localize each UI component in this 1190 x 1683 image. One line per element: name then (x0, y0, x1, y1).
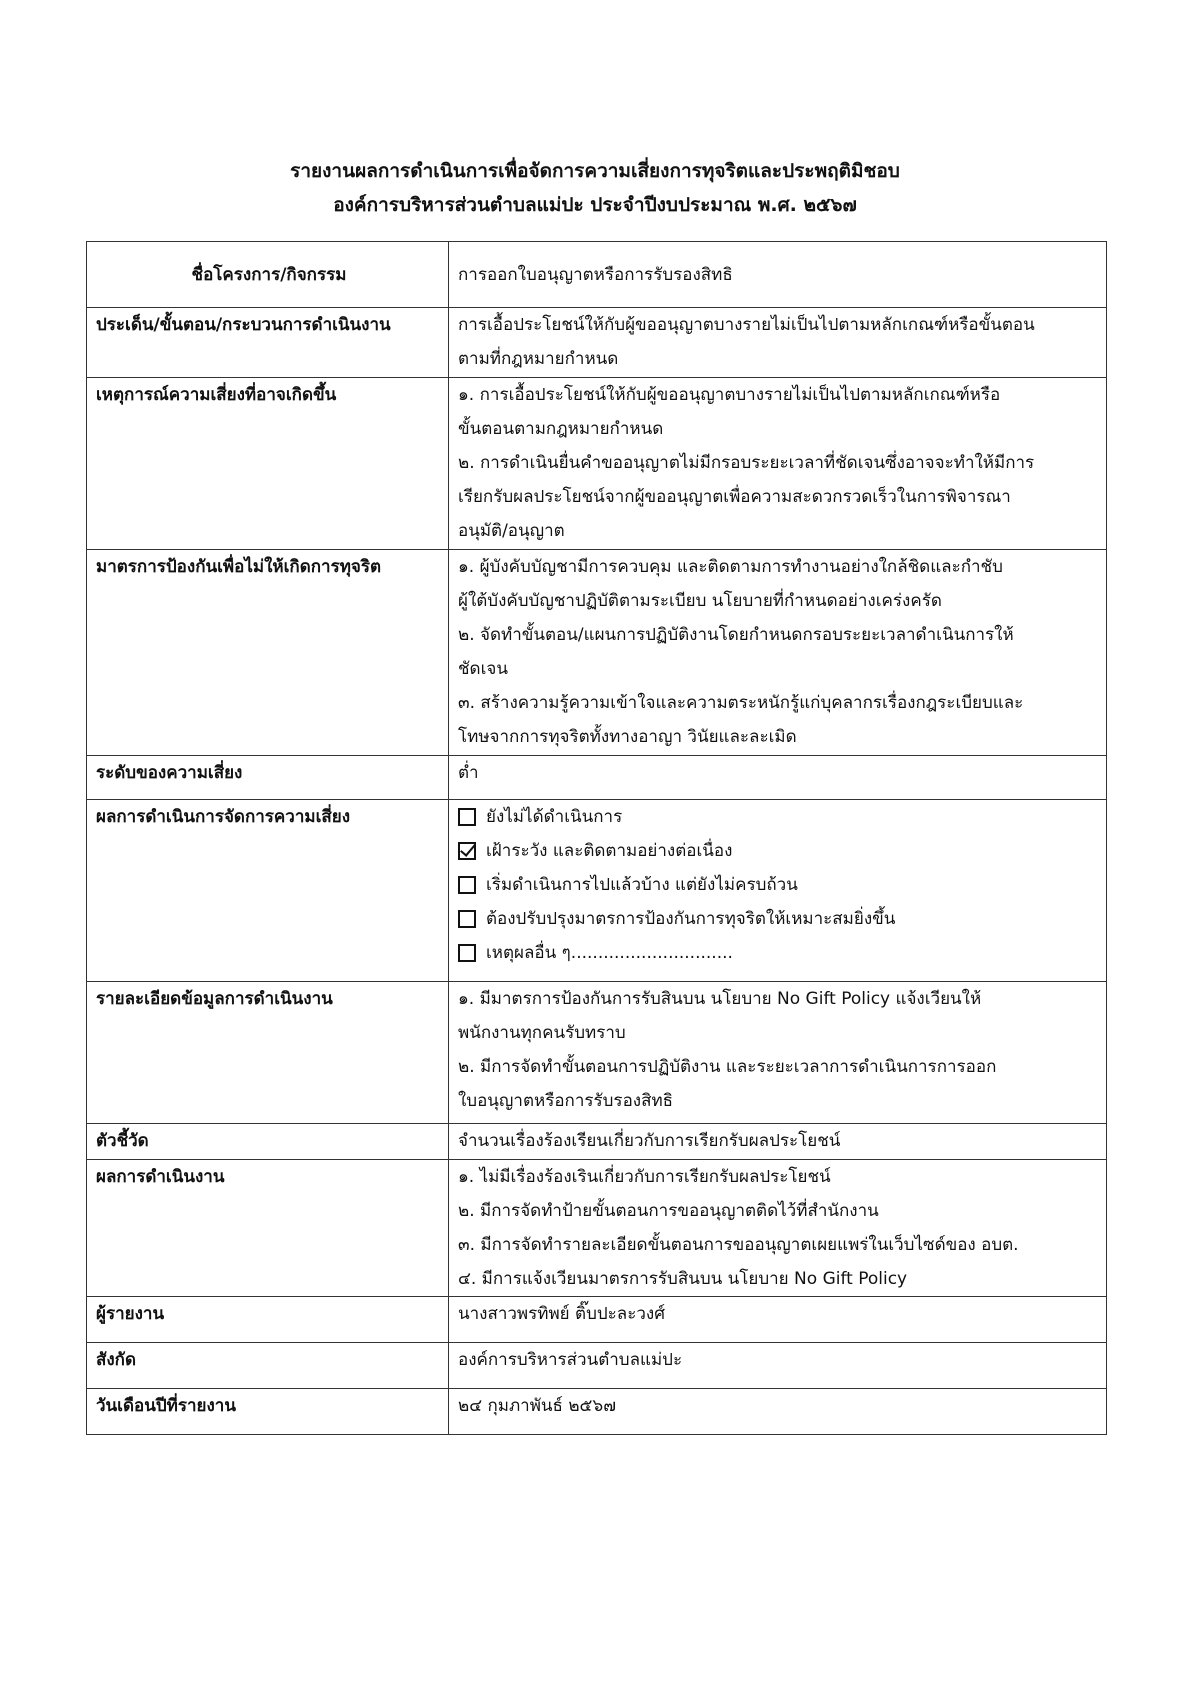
risk-event-line: ๑. การเอื้อประโยชน์ให้กับผู้ขออนุญาตบางรายไม่เป็นไปตามหลักเกณฑ์หรือ (458, 385, 1001, 405)
row-report-date (87, 1389, 1107, 1435)
project-label: ชื่อโครงการ/กิจกรรม (87, 242, 449, 308)
issue-line: ตามที่กฎหมายกำหนด (458, 349, 619, 369)
prevention-line: ผู้ใต้บังคับบัญชาปฏิบัติตามระเบียบ นโยบายที่กำหนดอย่างเคร่งครัด (458, 591, 942, 611)
indicator-label: ตัวชี้วัด (87, 1124, 449, 1160)
risk-result-option (458, 834, 1100, 868)
details-line: ๑. มีมาตรการป้องกันการรับสินบน นโยบาย No Gift Policy แจ้งเวียนให้ (458, 989, 982, 1009)
risk-level-label: ระดับของความเสี่ยง (87, 756, 449, 800)
risk-result-option (458, 936, 1100, 970)
results-line: ๓. มีการจัดทำรายละเอียดขั้นตอนการขออนุญาตเผยแพร่ในเว็บไซด์ของ อบต. (458, 1235, 1019, 1255)
risk-event-value (449, 378, 1107, 550)
reporter-label: ผู้รายงาน (87, 1297, 449, 1343)
row-risk-level (87, 756, 1107, 800)
prevention-line: ๒. จัดทำขั้นตอน/แผนการปฏิบัติงานโดยกำหนดกรอบระยะเวลาดำเนินการให้ (458, 625, 1014, 645)
results-line: ๔. มีการแจ้งเวียนมาตรการรับสินบน นโยบาย No Gift Policy (458, 1269, 908, 1289)
row-risk-event (87, 378, 1107, 550)
risk-event-line: ๒. การดำเนินยื่นคำขออนุญาตไม่มีกรอบระยะเวลาที่ชัดเจนซึ่งอาจจะทำให้มีการ (458, 453, 1035, 473)
row-affiliation (87, 1343, 1107, 1389)
details-label: รายละเอียดข้อมูลการดำเนินงาน (87, 982, 449, 1124)
indicator-value: จำนวนเรื่องร้องเรียนเกี่ยวกับการเรียกรับผลประโยชน์ (449, 1124, 1107, 1160)
risk-event-line: ขั้นตอนตามกฎหมายกำหนด (458, 419, 664, 439)
report-title-line2: องค์การบริหารส่วนตำบลแม่ปะ ประจำปีงบประมาณ พ.ศ. ๒๕๖๗ (333, 194, 857, 216)
risk-result-value (449, 800, 1107, 982)
row-results (87, 1160, 1107, 1297)
results-line: ๒. มีการจัดทำป้ายขั้นตอนการขออนุญาตติดไว้ที่สำนักงาน (458, 1201, 879, 1221)
checkbox-icon (458, 876, 476, 894)
risk-event-line: เรียกรับผลประโยชน์จากผู้ขออนุญาตเพื่อความสะดวกรวดเร็วในการพิจารณา (458, 487, 1011, 507)
details-line: ใบอนุญาตหรือการรับรองสิทธิ (458, 1091, 674, 1111)
results-label: ผลการดำเนินงาน (87, 1160, 449, 1297)
checkbox-icon (458, 944, 476, 962)
report-date-value: ๒๔ กุมภาพันธ์ ๒๕๖๗ (449, 1389, 1107, 1435)
risk-result-option-label: เฝ้าระวัง และติดตามอย่างต่อเนื่อง (486, 841, 733, 861)
prevention-line: ๑. ผู้บังคับบัญชามีการควบคุม และติดตามการทำงานอย่างใกล้ชิดและกำชับ (458, 557, 1003, 577)
risk-result-label: ผลการดำเนินการจัดการความเสี่ยง (87, 800, 449, 982)
report-table (86, 241, 1107, 1435)
row-prevention (87, 550, 1107, 756)
risk-result-option-label: ต้องปรับปรุงมาตรการป้องกันการทุจริตให้เหมาะสมยิ่งขึ้น (486, 909, 896, 929)
affiliation-label: สังกัด (87, 1343, 449, 1389)
checkbox-checked-icon (458, 842, 476, 860)
checkbox-icon (458, 910, 476, 928)
results-line: ๑. ไม่มีเรื่องร้องเรินเกี่ยวกับการเรียกรับผลประโยชน์ (458, 1167, 831, 1187)
risk-result-option-label: ยังไม่ได้ดำเนินการ (486, 807, 623, 827)
issue-value (449, 308, 1107, 378)
risk-event-label: เหตุการณ์ความเสี่ยงที่อาจเกิดขึ้น (87, 378, 449, 550)
report-date-label: วันเดือนปีที่รายงาน (87, 1389, 449, 1435)
prevention-label: มาตรการป้องกันเพื่อไม่ให้เกิดการทุจริต (87, 550, 449, 756)
row-risk-result (87, 800, 1107, 982)
details-line: ๒. มีการจัดทำขั้นตอนการปฏิบัติงาน และระยะเวลาการดำเนินการการออก (458, 1057, 997, 1077)
risk-result-option-label: เหตุผลอื่น ๆ.............................. (486, 943, 733, 963)
prevention-value (449, 550, 1107, 756)
checkbox-icon (458, 808, 476, 826)
row-reporter (87, 1297, 1107, 1343)
issue-line: การเอื้อประโยชน์ให้กับผู้ขออนุญาตบางรายไม่เป็นไปตามหลักเกณฑ์หรือขั้นตอน (458, 315, 1035, 335)
row-issue (87, 308, 1107, 378)
reporter-value: นางสาวพรทิพย์ ติ๊บปะละวงศ์ (449, 1297, 1107, 1343)
risk-result-option-label: เริ่มดำเนินการไปแล้วบ้าง แต่ยังไม่ครบถ้วน (486, 875, 798, 895)
prevention-line: โทษจากการทุจริตทั้งทางอาญา วินัยและละเมิด (458, 727, 797, 747)
row-project (87, 242, 1107, 308)
risk-result-option (458, 868, 1100, 902)
results-value (449, 1160, 1107, 1297)
project-value: การออกใบอนุญาตหรือการรับรองสิทธิ (449, 242, 1107, 308)
risk-result-option (458, 800, 1100, 834)
row-details (87, 982, 1107, 1124)
risk-result-option (458, 902, 1100, 936)
report-title-line1: รายงานผลการดำเนินการเพื่อจัดการความเสี่ยงการทุจริตและประพฤติมิชอบ (290, 160, 900, 182)
prevention-line: ชัดเจน (458, 659, 508, 679)
risk-level-value: ต่ำ (449, 756, 1107, 800)
affiliation-value: องค์การบริหารส่วนตำบลแม่ปะ (449, 1343, 1107, 1389)
prevention-line: ๓. สร้างความรู้ความเข้าใจและความตระหนักรู้แก่บุคลากรเรื่องกฎระเบียบและ (458, 693, 1024, 713)
details-value (449, 982, 1107, 1124)
row-indicator (87, 1124, 1107, 1160)
details-line: พนักงานทุกคนรับทราบ (458, 1023, 626, 1043)
issue-label: ประเด็น/ขั้นตอน/กระบวนการดำเนินงาน (87, 308, 449, 378)
risk-event-line: อนุมัติ/อนุญาต (458, 521, 565, 541)
